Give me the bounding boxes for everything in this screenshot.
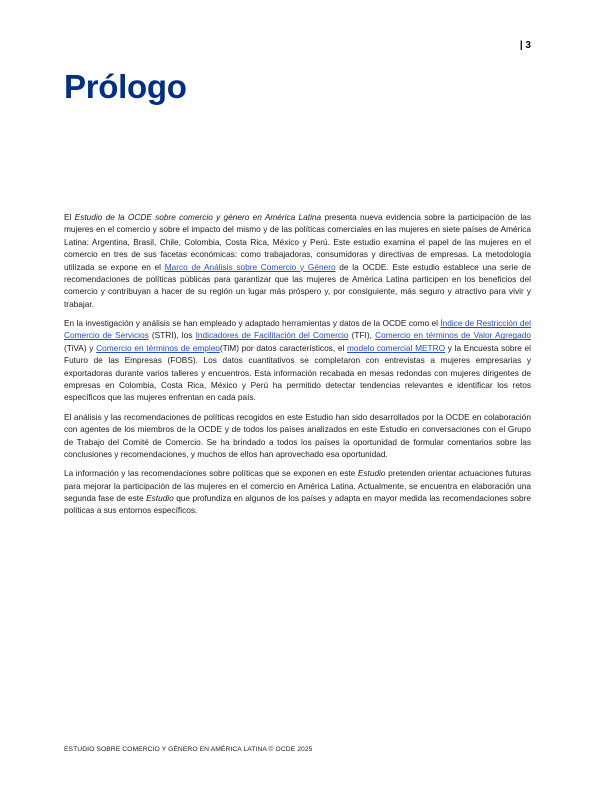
page-number: | 3	[519, 40, 531, 51]
link-stri[interactable]: Índice de Restricción del Comercio de Servicios	[64, 318, 531, 341]
text: pretenden orientar actuaciones futuras para mejorar la participación de las mujeres en el comercio en América Latina. Actualmente, se encuentra en elaboración una segunda fase de este	[64, 468, 531, 503]
emphasis-estudio: Estudio	[357, 468, 386, 479]
paragraph-collaboration	[64, 411, 531, 461]
text: (TiVA) y	[64, 342, 97, 353]
study-title: Estudio de la OCDE sobre comercio y género en América Latina	[74, 212, 322, 222]
paragraph-future	[64, 467, 531, 517]
link-tim[interactable]: Comercio en términos de empleo	[96, 342, 220, 353]
link-tfi[interactable]: Indicadores de Facilitación del Comercio	[195, 330, 349, 341]
page-footer: ESTUDIO SOBRE COMERCIO Y GÉNERO EN AMÉRICA LATINA © OCDE 2025	[64, 746, 313, 753]
text: En la investigación y análisis se han empleado y adaptado herramientas y datos de la OCDE como el	[64, 318, 441, 329]
text: La información y las recomendaciones sobre políticas que se exponen en este	[64, 468, 358, 479]
link-trade-gender-framework[interactable]: Marco de Análisis sobre Comercio y Género	[164, 261, 336, 272]
text: (STRI), los	[148, 330, 196, 341]
page-title: Prólogo	[64, 68, 187, 105]
main-content	[64, 211, 531, 524]
text: (TFI),	[348, 330, 376, 341]
link-metro-model[interactable]: modelo comercial METRO	[347, 342, 446, 353]
text: El análisis y las recomendaciones de políticas recogidos en este Estudio han sido desarrollados por la OCDE en colaboración con agentes de los miembros de la OCDE y de todos los países analizados en este Estudio en conversaciones con el Grupo de Trabajo del Comité de Comercio. Se ha brindado a todos los países la oportunidad de formular comentarios sobre las conclusiones y recomendaciones, y muchos de ellos han aprovechado esa oportunidad.	[64, 411, 531, 459]
text: presenta nueva evidencia sobre la participación de las mujeres en el comercio y sobre el impacto del mismo y de las políticas comerciales en las mujeres en siete países de América Latina: Argentina, Brasil, Chile, Colombia, Costa Rica, México y Perú. Este estudio examina el papel de las mujeres en el comercio en tres de sus facetas económicas: como trabajadoras, consumidoras y directivas de empresas. La metodología utilizada se expone en el	[64, 212, 531, 272]
paragraph-methodology	[64, 317, 531, 404]
emphasis-estudio: Estudio	[146, 492, 174, 503]
text: (TiM) por datos característicos, el	[219, 342, 347, 353]
text: y la Encuesta sobre el Futuro de las Empresas (FOBS). Los datos cuantitativos se completaron con entrevistas a mujeres empresarias y exportadoras durante varios talleres y encuentros. Esta información recabada en mesas redondas con mujeres dirigentes de empresas en Colombia, Costa Rica, México y Perú ha permitido detectar tendencias relevantes e identificar los retos específicos que las mujeres enfrentan en cada país.	[64, 342, 531, 403]
text: de la OCDE. Este estudio establece una serie de recomendaciones de políticas públicas para garantizar que las mujeres de América Latina participen en los beneficios del comercio y contribuyan a hacer de su región un lugar más próspero y, por consiguiente, más seguro y atractivo para vivir y trabajar.	[64, 261, 531, 309]
text: El	[64, 212, 75, 222]
link-tiva[interactable]: Comercio en términos de Valor Agregado	[375, 330, 532, 341]
text: que profundiza en algunos de los países y adapta en mayor medida las recomendaciones sobre políticas a sus entornos específicos.	[64, 492, 532, 516]
paragraph-intro	[64, 211, 531, 310]
